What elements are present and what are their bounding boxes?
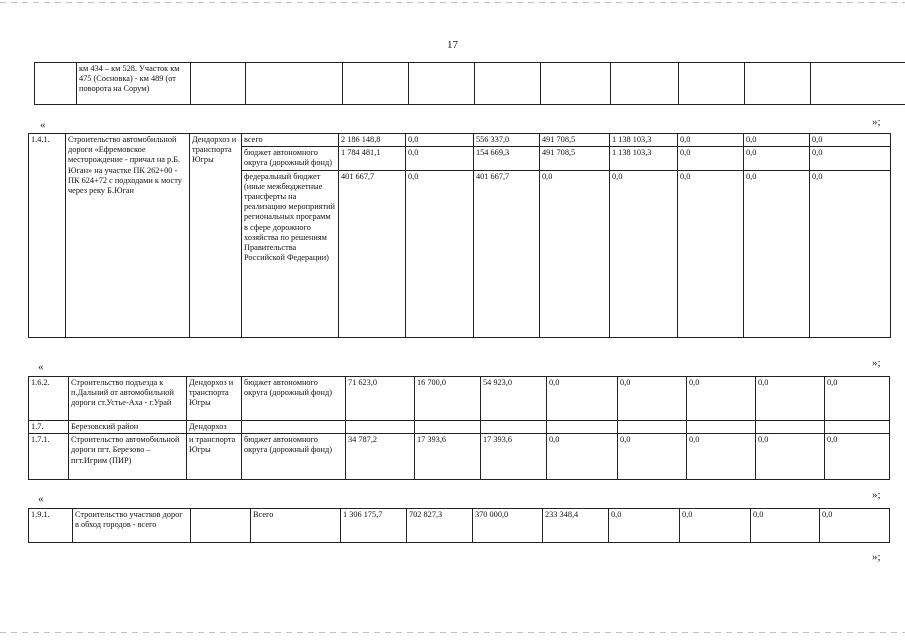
quote-close-2: »; — [872, 357, 881, 369]
cell-code — [35, 63, 77, 105]
quote-open-1: « — [40, 119, 46, 131]
quote-open-2: « — [38, 361, 44, 373]
table-1-9-1 — [28, 508, 890, 543]
table-row: 1.9.1. Строительство участков дорог в обход городов - всего Всего 1 306 175,7 702 827,3 370 000,0 233 348,4 0,0 0,0 0,0 0,0 — [29, 509, 890, 543]
scan-edge-bottom — [0, 632, 905, 633]
cell-name: км 434 – км 528. Участок км 475 (Сосновка) - км 489 (от поворота на Сорум) — [77, 63, 191, 105]
table-1-6-1-7 — [28, 376, 890, 480]
table-row: 1.4.1. Строительство автомобильной дороги «Ефремовское месторождение - причал на р.Б. Юган» на участке ПК 262+00 - ПК 624+72 с подходами к мосту через реку Б.Юган Дендорхоз и транспорта Югры всего 2 186 148,8 0,0 556 337,0 491 708,5 1 138 103,3 0,0 0,0 0,0 — [29, 134, 891, 147]
table-row: 1.6.2. Строительство подъезда к п.Дальний от автомобильной дороги ст.Устье-Аха - г.Урай Дендорхоз и транспорта Югры бюджет автономного округа (дорожный фонд) 71 623,0 16 700,0 54 923,0 0,0 0,0 0,0 0,0 0,0 — [29, 377, 890, 421]
row-source: бюджет автономного округа (дорожный фонд) — [242, 147, 339, 170]
table-row: 1.7.1. Строительство автомобильной дороги пгт. Березово – пгт.Игрим (ПИР) и транспорта Югры бюджет автономного округа (дорожный фонд) 34 787,2 17 393,6 17 393,6 0,0 0,0 0,0 0,0 0,0 — [29, 434, 890, 480]
quote-close-3: »; — [872, 489, 881, 501]
scan-edge-top — [0, 2, 905, 3]
row-source: всего — [242, 134, 339, 147]
table-continuation — [34, 62, 905, 105]
row-name: Строительство автомобильной дороги «Ефремовское месторождение - причал на р.Б. Юган» на участке ПК 262+00 - ПК 624+72 с подходами к мосту через реку Б.Юган — [66, 134, 190, 338]
page-number: 17 — [447, 39, 458, 51]
table-row: 1.7. Березовский район Дендорхоз — [29, 421, 890, 434]
table-row: бюджет автономного округа (дорожный фонд) 1 784 481,1 0,0 154 669,3 491 708,5 1 138 103,3 0,0 0,0 0,0 — [29, 147, 891, 170]
quote-close-4: »; — [872, 551, 881, 563]
quote-close-1: »; — [872, 116, 881, 128]
table-row: федеральный бюджет (иные межбюджетные трансферты на реализацию мероприятий региональных программ в сфере дорожного хозяйства по решениям Правительства Российской Федерации) 401 667,7 0,0 401 667,7 0,0 0,0 0,0 0,0 0,0 — [29, 170, 891, 337]
row-source: федеральный бюджет (иные межбюджетные трансферты на реализацию мероприятий региональных программ в сфере дорожного хозяйства по решениям Правительства Российской Федерации) — [242, 170, 339, 337]
quote-open-3: « — [38, 493, 44, 505]
row-executor: Дендорхоз и транспорта Югры — [190, 134, 242, 338]
table-1-4-1 — [28, 133, 891, 338]
row-code: 1.4.1. — [29, 134, 66, 338]
